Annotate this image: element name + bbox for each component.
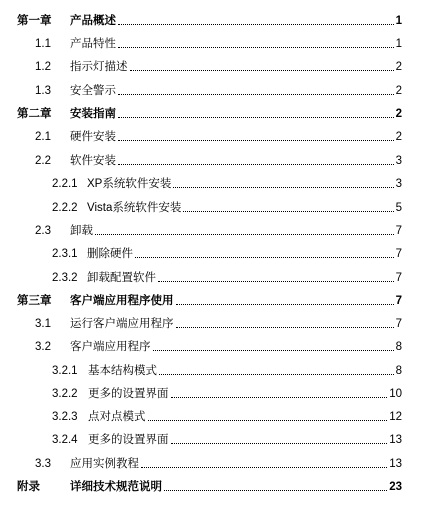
toc-dot-leader [118, 94, 394, 95]
toc-page-number: 3 [395, 155, 402, 167]
toc-page-number: 1 [395, 38, 402, 50]
toc-entry-title: 指示灯描述 [70, 61, 128, 73]
toc-page-number: 2 [395, 108, 402, 120]
toc-entry-title: 产品特性 [70, 38, 116, 50]
toc-entry-title: 应用实例教程 [70, 458, 139, 470]
toc-entry-number: 附录 [17, 481, 40, 493]
toc-entry-row[interactable] [0, 404, 421, 426]
toc-entry-title: 运行客户端应用程序 [70, 318, 174, 330]
toc-entry-title: 安装指南 [70, 108, 116, 120]
toc-entry-number: 1.2 [35, 61, 51, 73]
toc-entry-number: 1.1 [35, 38, 51, 50]
toc-entry-row[interactable] [0, 218, 421, 240]
toc-page-number: 12 [389, 411, 402, 423]
toc-entry-number: 3.2.1 [52, 365, 78, 377]
toc-entry-number: 3.3 [35, 458, 51, 470]
toc-entry-number: 3.2.3 [52, 411, 78, 423]
toc-page-number: 2 [395, 131, 402, 143]
toc-entry-title: 硬件安装 [70, 131, 116, 143]
toc-dot-leader [153, 350, 394, 351]
toc-dot-leader [118, 117, 394, 118]
toc-entry-number: 3.1 [35, 318, 51, 330]
toc-dot-leader [135, 257, 394, 258]
toc-dot-leader [141, 467, 387, 468]
toc-entry-row[interactable] [0, 171, 421, 193]
toc-entry-number: 2.2.2 [52, 202, 78, 214]
toc-entry-title: 基本结构模式 [88, 365, 157, 377]
toc-entry-title: 详细技术规范说明 [70, 481, 162, 493]
toc-page-number: 2 [395, 61, 402, 73]
toc-entry-title: 产品概述 [70, 15, 116, 27]
toc-entry-title: 更多的设置界面 [88, 388, 169, 400]
toc-dot-leader [130, 70, 394, 71]
toc-entry-number: 第一章 [17, 15, 52, 27]
toc-dot-leader [171, 397, 388, 398]
toc-entry-row[interactable] [0, 54, 421, 76]
toc-chapter-row[interactable] [0, 474, 421, 496]
toc-entry-row[interactable] [0, 451, 421, 473]
toc-entry-number: 2.2 [35, 155, 51, 167]
toc-entry-row[interactable] [0, 78, 421, 100]
toc-entry-title: 软件安装 [70, 155, 116, 167]
toc-entry-number: 2.1 [35, 131, 51, 143]
toc-entry-title: 卸载 [70, 225, 93, 237]
toc-entry-number: 3.2 [35, 341, 51, 353]
toc-entry-row[interactable] [0, 124, 421, 146]
toc-dot-leader [118, 24, 394, 25]
toc-dot-leader [183, 211, 393, 212]
toc-entry-title: 安全警示 [70, 85, 116, 97]
toc-page-number: 13 [389, 458, 402, 470]
toc-entry-number: 2.3.2 [52, 272, 78, 284]
toc-page-number: 8 [395, 365, 402, 377]
toc-entry-title: 删除硬件 [87, 248, 133, 260]
toc-entry-title: 客户端应用程序使用 [70, 295, 174, 307]
toc-entry-row[interactable] [0, 241, 421, 263]
toc-page-number: 10 [389, 388, 402, 400]
toc-entry-row[interactable] [0, 148, 421, 170]
toc-entry-title: 更多的设置界面 [88, 434, 169, 446]
toc-dot-leader [118, 140, 394, 141]
toc-page-number: 1 [395, 15, 402, 27]
toc-page-number: 23 [389, 481, 402, 493]
toc-entry-number: 2.3 [35, 225, 51, 237]
toc-dot-leader [118, 164, 394, 165]
toc-entry-number: 第二章 [17, 108, 52, 120]
toc-entry-row[interactable] [0, 334, 421, 356]
toc-dot-leader [158, 281, 394, 282]
toc-entry-number: 2.2.1 [52, 178, 78, 190]
toc-dot-leader [176, 304, 394, 305]
toc-page-number: 5 [395, 202, 402, 214]
toc-entry-row[interactable] [0, 427, 421, 449]
toc-chapter-row[interactable] [0, 101, 421, 123]
toc-dot-leader [173, 187, 393, 188]
toc-entry-number: 3.2.2 [52, 388, 78, 400]
toc-entry-title: Vista系统软件安装 [87, 202, 182, 214]
toc-entry-row[interactable] [0, 311, 421, 333]
toc-dot-leader [164, 490, 387, 491]
toc-entry-row[interactable] [0, 358, 421, 380]
toc-entry-row[interactable] [0, 195, 421, 217]
toc-page-number: 7 [395, 295, 402, 307]
toc-entry-number: 1.3 [35, 85, 51, 97]
toc-dot-leader [118, 47, 394, 48]
toc-page-number: 7 [395, 248, 402, 260]
toc-dot-leader [148, 420, 388, 421]
toc-entry-title: 客户端应用程序 [70, 341, 151, 353]
toc-page-number: 7 [395, 318, 402, 330]
toc-chapter-row[interactable] [0, 8, 421, 30]
toc-dot-leader [95, 234, 394, 235]
toc-entry-number: 2.3.1 [52, 248, 78, 260]
toc-entry-row[interactable] [0, 381, 421, 403]
toc-dot-leader [171, 443, 388, 444]
toc-page-number: 3 [395, 178, 402, 190]
toc-entry-row[interactable] [0, 265, 421, 287]
toc-entry-row[interactable] [0, 31, 421, 53]
toc-page-number: 13 [389, 434, 402, 446]
toc-entry-number: 第三章 [17, 295, 52, 307]
toc-entry-number: 3.2.4 [52, 434, 78, 446]
toc-page-number: 2 [395, 85, 402, 97]
toc-page-number: 8 [395, 341, 402, 353]
toc-entry-title: 点对点模式 [88, 411, 146, 423]
toc-page-number: 7 [395, 225, 402, 237]
toc-dot-leader [159, 374, 394, 375]
toc-page-number: 7 [395, 272, 402, 284]
toc-dot-leader [176, 327, 394, 328]
toc-entry-title: 卸载配置软件 [87, 272, 156, 284]
toc-entry-title: XP系统软件安装 [87, 178, 172, 190]
toc-chapter-row[interactable] [0, 288, 421, 310]
